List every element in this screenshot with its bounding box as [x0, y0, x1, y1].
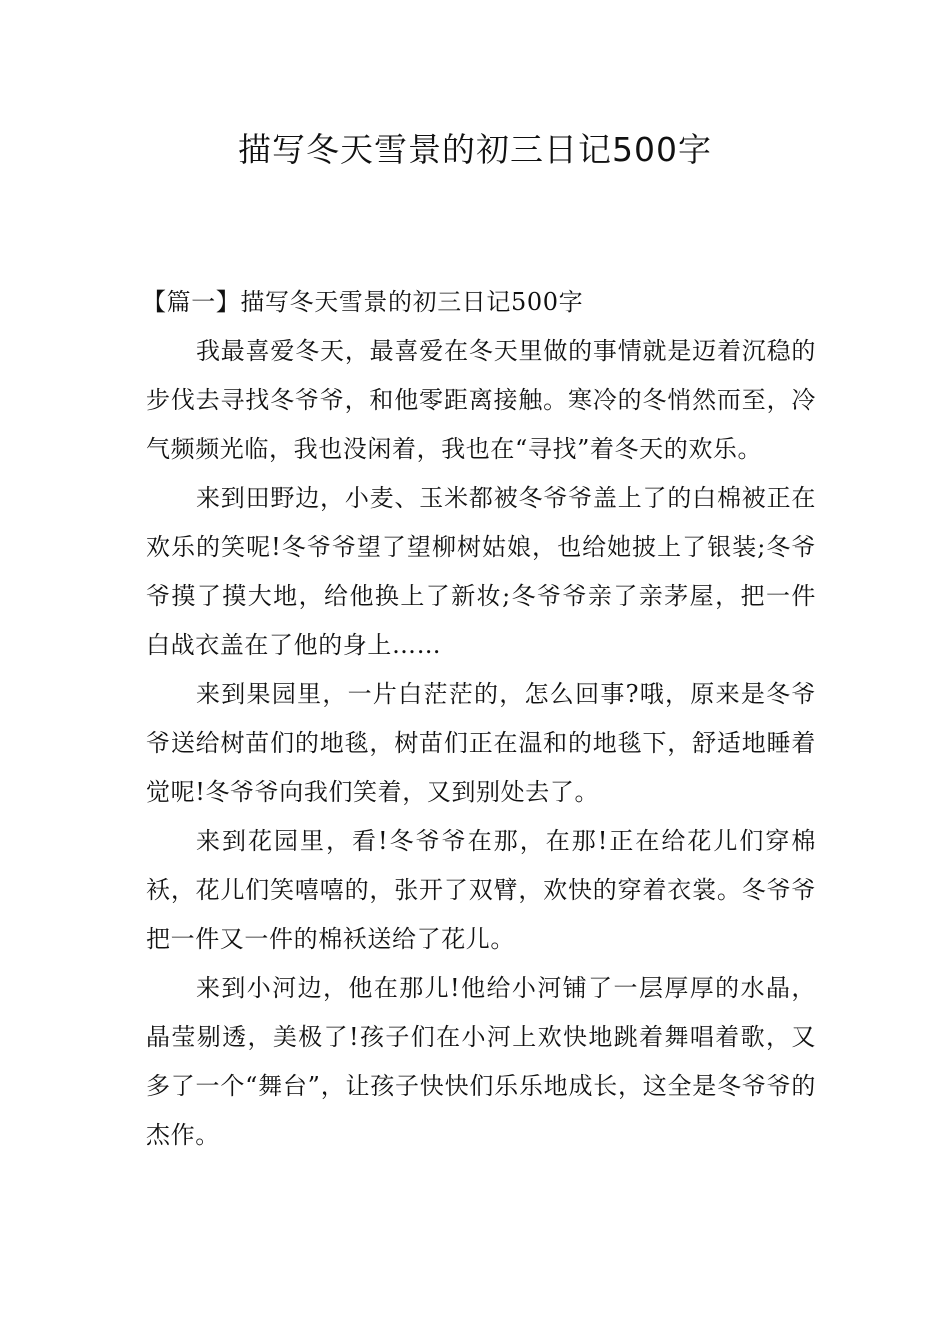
paragraph-1: 我最喜爱冬天，最喜爱在冬天里做的事情就是迈着沉稳的步伐去寻找冬爷爷，和他零距离接触。寒冷的冬悄然而至，冷气频频光临，我也没闲着，我也在“寻找”着冬天的欢乐。	[146, 337, 816, 463]
paragraph-3: 来到果园里，一片白茫茫的，怎么回事?哦，原来是冬爷爷送给树苗们的地毯，树苗们正在温和的地毯下，舒适地睡着觉呢!冬爷爷向我们笑着，又到别处去了。	[146, 680, 816, 806]
paragraph-4: 来到花园里，看!冬爷爷在那，在那!正在给花儿们穿棉袄，花儿们笑嘻嘻的，张开了双臂，欢快的穿着衣裳。冬爷爷把一件又一件的棉袄送给了花儿。	[146, 827, 816, 953]
paragraph-2: 来到田野边，小麦、玉米都被冬爷爷盖上了的白棉被正在欢乐的笑呢!冬爷爷望了望柳树姑娘，也给她披上了银装;冬爷爷摸了摸大地，给他换上了新妆;冬爷爷亲了亲茅屋，把一件白战衣盖在了他的身上……	[146, 484, 816, 659]
document-title: 描写冬天雪景的初三日记500字	[238, 130, 712, 169]
paragraph-5: 来到小河边，他在那儿!他给小河铺了一层厚厚的水晶，晶莹剔透，美极了!孩子们在小河上欢快地跳着舞唱着歌，又多了一个“舞台”，让孩子快快们乐乐地成长，这全是冬爷爷的杰作。	[146, 974, 816, 1149]
section-heading: 【篇一】描写冬天雪景的初三日记500字	[142, 288, 584, 316]
document-body	[142, 278, 816, 1160]
